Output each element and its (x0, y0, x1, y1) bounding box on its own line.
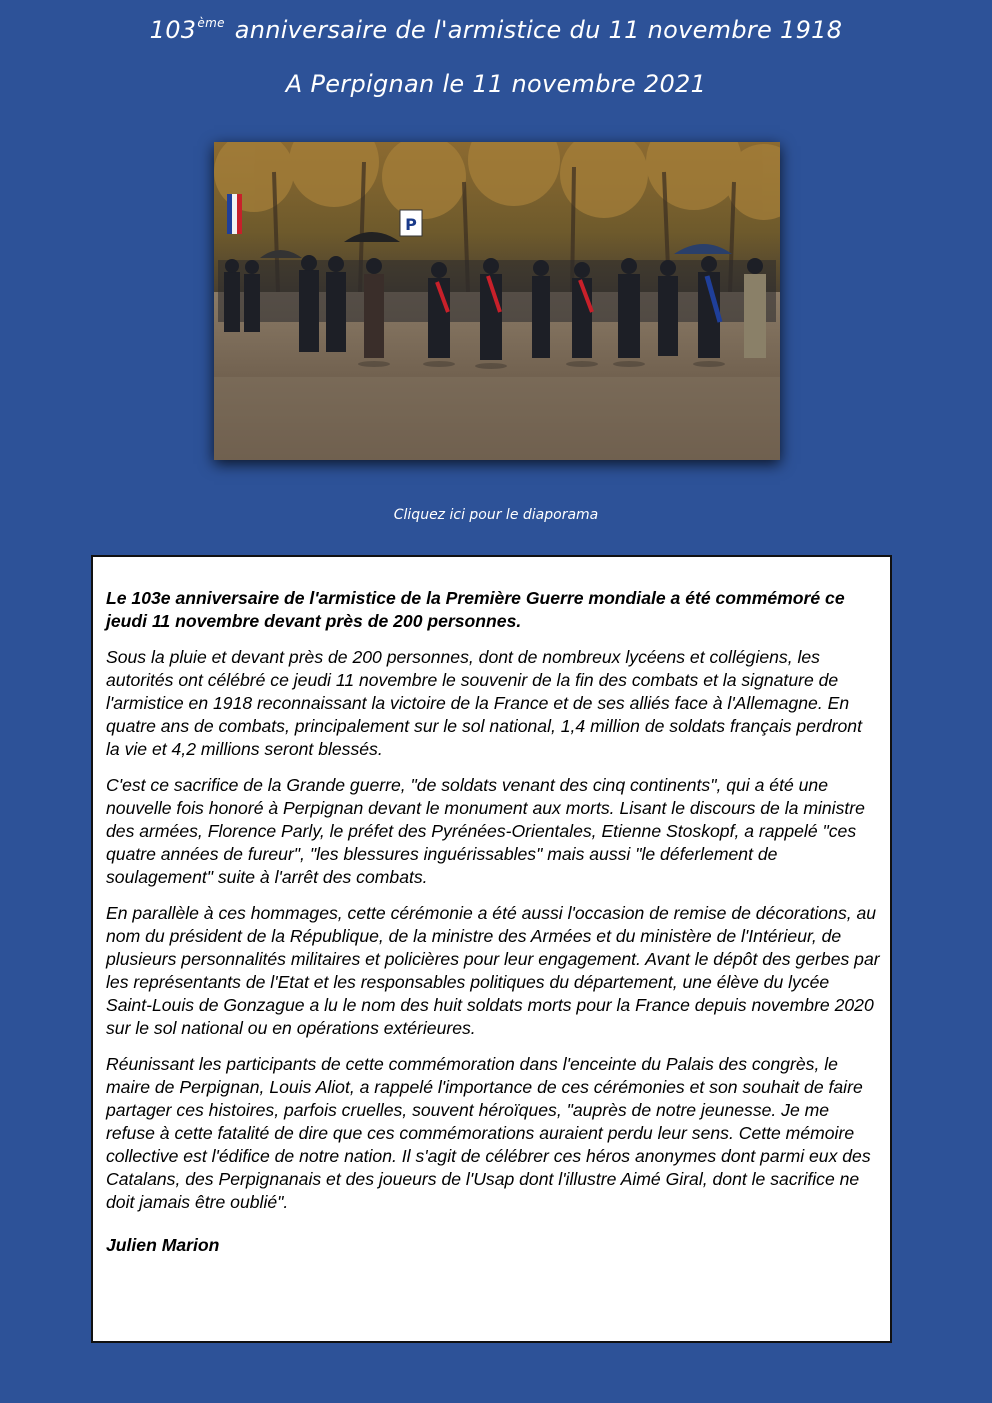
ceremony-photo-illustration (214, 142, 780, 460)
article-paragraph-3: En parallèle à ces hommages, cette cérémonie a été aussi l'occasion de remise de décorations, au nom du président de la République, de la ministre des Armées et du ministère de l'Intérieur, de plusieurs personnalités militaires et policières pour leur engagement. Avant le dépôt des gerbes par les représentants de l'Etat et les responsables politiques du département, une élève du lycée Saint-Louis de Gonzague a lu le nom des huit soldats morts pour la France depuis novembre 2020 sur le sol national ou en opérations extérieures. (106, 903, 880, 1038)
title-superscript: ème (197, 16, 225, 30)
page-title (0, 16, 992, 44)
article-lead: Le 103e anniversaire de l'armistice de la Première Guerre mondiale a été commémoré ce jeudi 11 novembre devant près de 200 personnes. (106, 588, 845, 631)
slideshow-link[interactable]: Cliquez ici pour le diaporama (393, 507, 599, 523)
page-subtitle: A Perpignan le 11 novembre 2021 (285, 70, 707, 98)
title-text: anniversaire de l'armistice du 11 novembre 1918 (234, 16, 843, 44)
title-number: 103 (149, 16, 197, 44)
article-box (91, 555, 892, 1343)
article-paragraph-2: C'est ce sacrifice de la Grande guerre, "de soldats venant des cinq continents", qui a été une nouvelle fois honoré à Perpignan devant le monument aux morts. Lisant le discours de la ministre des armées, Florence Parly, le préfet des Pyrénées-Orientales, Etienne Stoskopf, a rappelé "ces quatre années de fureur", "les blessures inguérissables" mais aussi "le déferlement de soulagement" suite à l'arrêt des combats. (106, 775, 865, 887)
ceremony-photo[interactable] (214, 142, 780, 460)
article-paragraph-1: Sous la pluie et devant près de 200 personnes, dont de nombreux lycéens et collégiens, les autorités ont célébré ce jeudi 11 novembre le souvenir de la fin des combats et la signature de l'armistice en 1918 reconnaissant la victoire de la France et de ses alliés face à l'Allemagne. En quatre ans de combats, principalement sur le sol national, 1,4 million de soldats français perdront la vie et 4,2 millions seront blessés. (106, 647, 862, 759)
parking-sign: P (405, 215, 417, 234)
article-paragraph-4: Réunissant les participants de cette commémoration dans l'enceinte du Palais des congrès, le maire de Perpignan, Louis Aliot, a rappelé l'importance de ces cérémonies et son souhait de faire partager ces histoires, parfois cruelles, souvent héroïques, "auprès de notre jeunesse. Je me refuse à cette fatalité de dire que ces commémorations auraient perdu leur sens. Cette mémoire collective est l'édifice de notre nation. Il s'agit de célébrer ces héros anonymes dont parmi eux des Catalans, des Perpignanais et des joueurs de l'Usap dont l'illustre Aimé Giral, dont le sacrifice ne doit jamais être oublié". (106, 1054, 871, 1212)
article-author: Julien Marion (106, 1235, 220, 1255)
